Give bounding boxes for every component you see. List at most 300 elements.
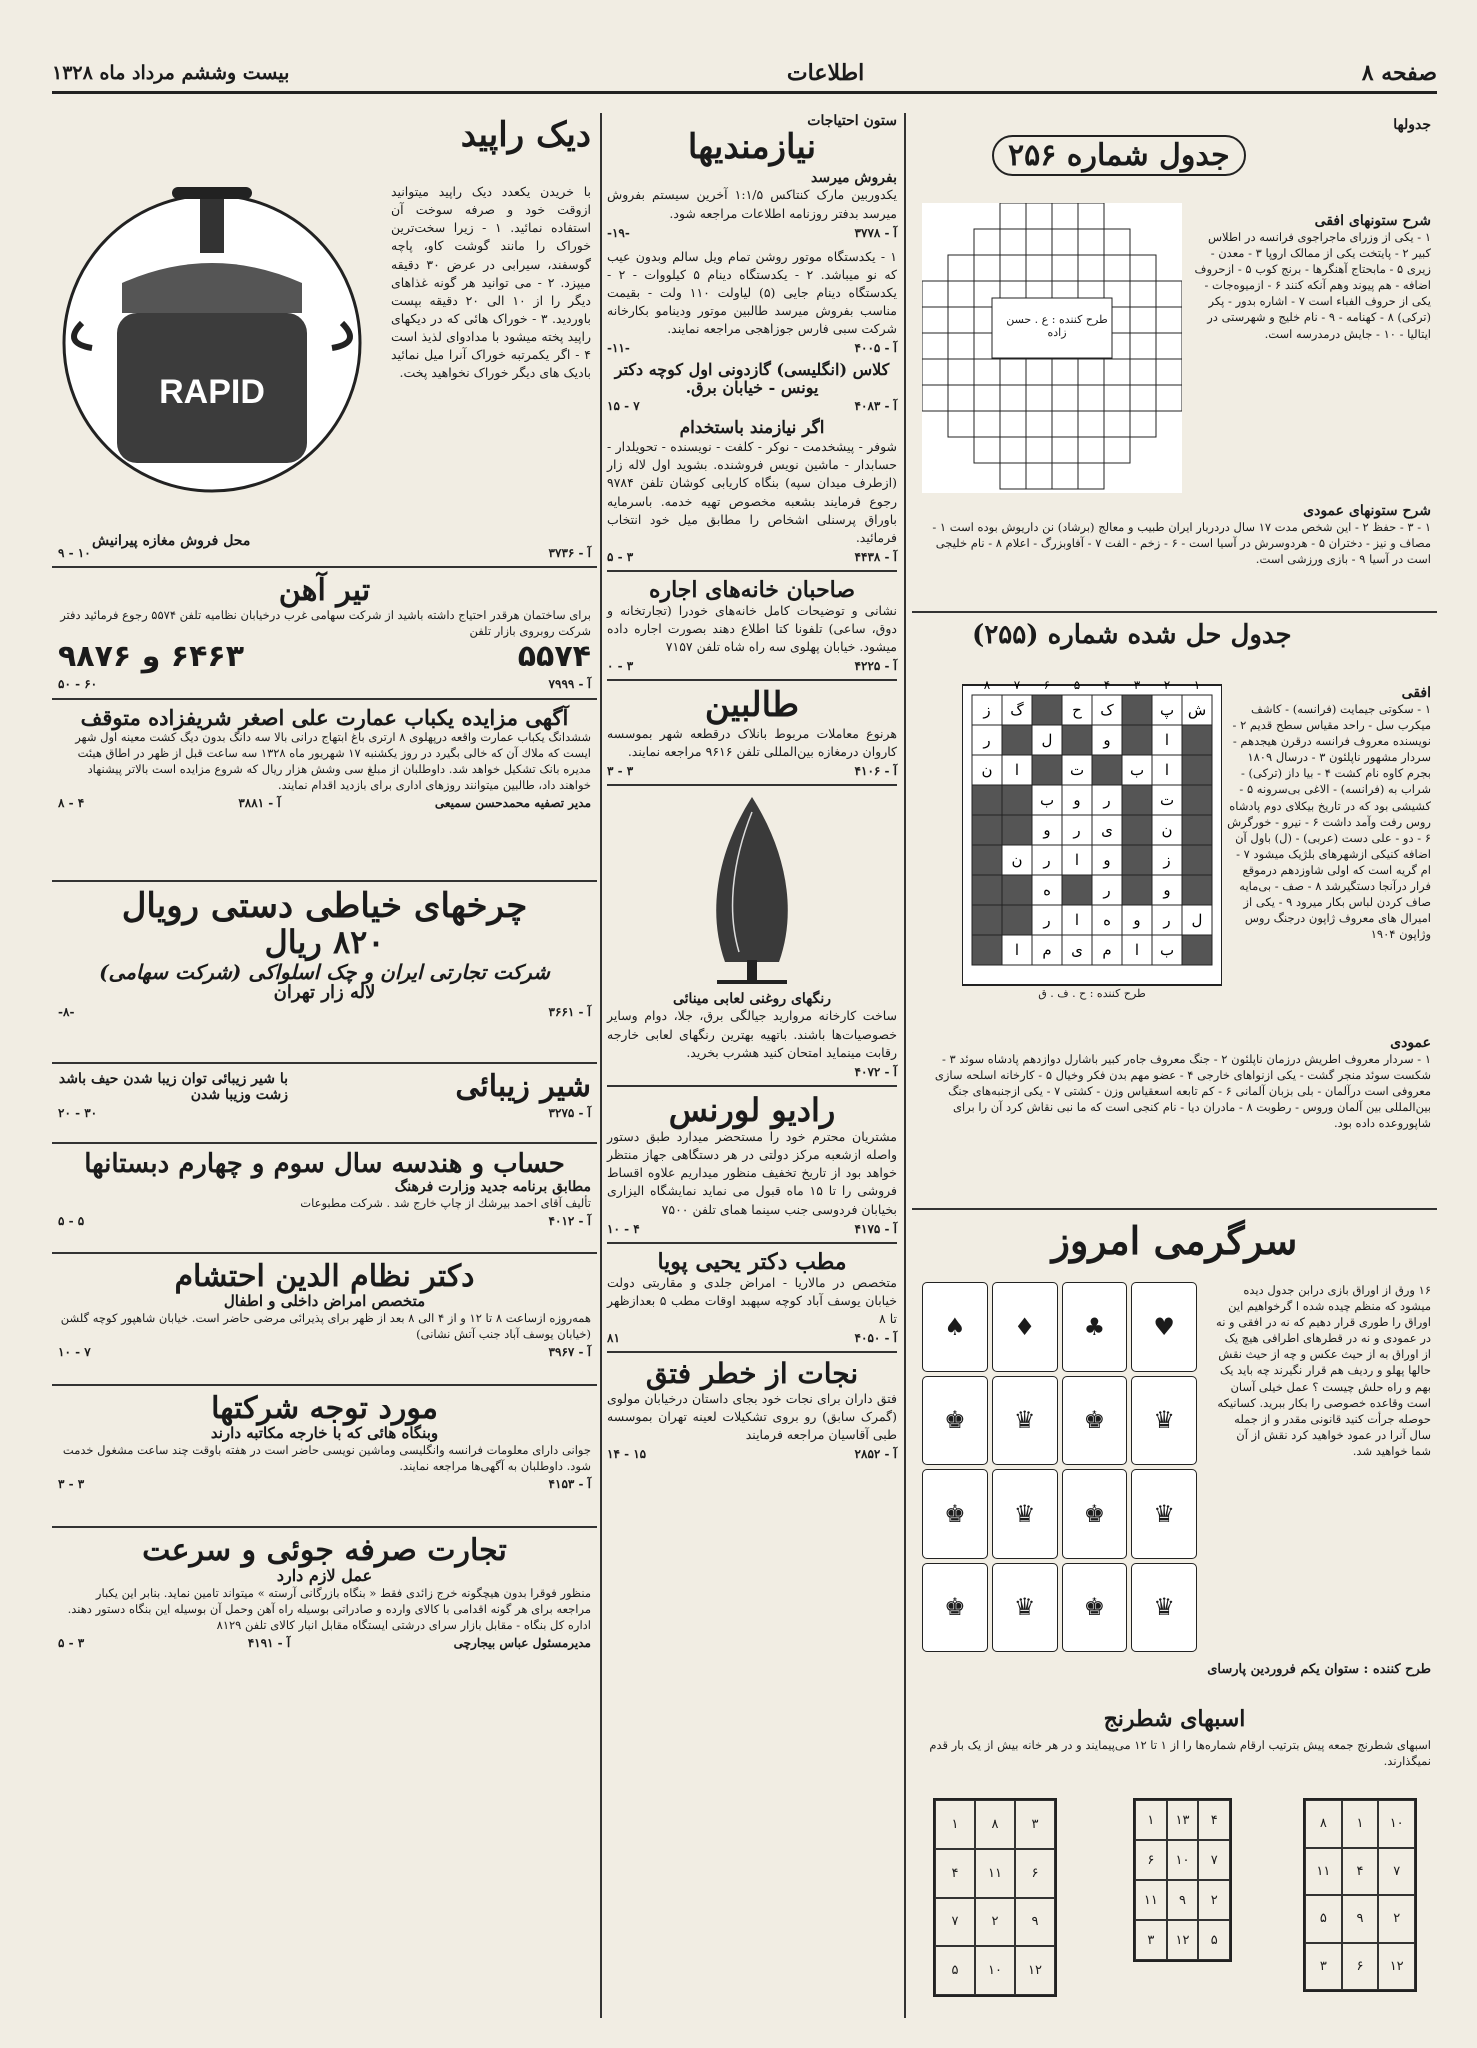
solved-cell — [1182, 815, 1212, 845]
crossword-cell — [1052, 359, 1078, 385]
crossword-cell — [1104, 359, 1130, 385]
vertical-answers: ۱ - سردار معروف اطریش درزمان ناپلئون ۲ - جنگ معروف جاه‌ر کبیر باشارل دوازدهم پادشاه سوئد ۳ - شکست سوئد منجر گشت - یکی ازنواهای خارجی ۴ - عضو مهم بدن فکر وخیال ۵ - کارخانه اسلحه سازی معروفی است درآلمان - بلی بزبان آلمانی ۶ - کم تابعه اسعقیاس وزن - کشتی ۷ - یکی ازجنبه‌های جنگ بین‌المللی بین آلمان وروس - رطوبت ۸ - مادران دیا - نام کنجی است که ما نبی نقاش کرد آن را برای شاپوروعده داده بود. — [934, 1052, 1431, 1131]
knight-grid-cell: ۲ — [975, 1898, 1015, 1947]
crossword-cell — [1000, 229, 1026, 255]
solved-cell — [1122, 815, 1152, 845]
horizontal-head: شرح ستونهای افقی — [1314, 213, 1431, 229]
knight-grid-cell: ۲ — [1378, 1895, 1415, 1943]
beauty-milk-title: شیر زیبائی — [455, 1069, 591, 1104]
playing-card-suit: ♣ — [1062, 1282, 1128, 1372]
crossword-cell — [948, 307, 974, 333]
section-label: ستون احتیاجات — [807, 113, 897, 129]
beauty-milk-row — [58, 1070, 591, 1103]
knight-grid-cell: ۱۰ — [1378, 1800, 1415, 1848]
hernia-title: نجات از خطر فتق — [645, 1357, 859, 1391]
ad-number: ۱۰ - ۹ — [58, 546, 91, 560]
solved-vertical — [926, 1035, 1431, 1131]
solved-letter: م — [1042, 941, 1052, 959]
gold-title: طالبین — [704, 685, 800, 726]
doctor-ehtesham-ad — [52, 1256, 597, 1386]
math-book-ad — [52, 1146, 597, 1254]
crossword-cell — [1026, 203, 1052, 229]
crossword-cell — [1078, 437, 1104, 463]
ad-code: آ - ۴۱۷۵ — [854, 1221, 897, 1236]
beauty-milk-text: با شیر زیبائی توان زیبا شدن حیف باشد زشت وزیبا شدن — [58, 1070, 288, 1103]
crossword-designer: طرح کننده : ع . حسن زاده — [1006, 313, 1108, 339]
solved-cell — [1002, 875, 1032, 905]
crossword-cell — [1078, 255, 1104, 281]
grid-column-number: ۳ — [1133, 678, 1141, 692]
class-title: کلاس (انگلیسی) گازدونی اول کوچه دکتر یونس - خیابان برق. — [614, 360, 890, 397]
vertical-head: شرح ستونهای عمودی — [1303, 503, 1431, 519]
ad-number: ۴ - ۸ — [58, 796, 85, 811]
horizontal-clues: ۱ - یکی از وزرای ماجراجوی فرانسه در اطلاس کبیر ۲ - پایتخت یکی از ممالک اروپا ۳ - معدن - زیری ۵ - مابحتاج آهنگرها - برنج کوب ۵ - ازحروف اضافه - هم پیوند وهم آنکه کنند ۶ - ازمیوه‌جات - یکی از حروف الفباء است ۷ - اشاره بدور - پکر (ترکی) ۸ - کهنامه - ۹ - نام خلیج و شهرستی در ایتالیا - ۱۰ - جایش درمدرسه است. — [1194, 230, 1431, 341]
rent-title: صاحبان خانه‌های اجاره — [648, 576, 856, 603]
solved-letter: ر — [1163, 911, 1171, 929]
crossword-cell — [1104, 229, 1130, 255]
crossword-cell — [1130, 255, 1156, 281]
ad-code: آ - ۴۰۵۰ — [854, 1331, 897, 1346]
solved-letter: و — [1133, 911, 1141, 929]
solved-letter: ه — [1103, 911, 1111, 929]
crossword-cell — [974, 359, 1000, 385]
crossword-cell — [1078, 463, 1104, 489]
solved-cell — [1092, 755, 1122, 785]
newspaper-page — [52, 55, 1437, 2025]
iron-text: برای ساختمان هرقدر احتیاج داشته باشید از شرکت سهامی غرب درخیابان نظامیه تلفن ۵۵۷۴ رجوع فرمائید دفتر شرکت روبروی بازار تلفن — [60, 608, 591, 639]
solved-cell — [972, 815, 1002, 845]
crossword-255 — [912, 615, 1437, 1210]
solved-letter: ا — [1014, 761, 1020, 779]
knight-grid-cell: ۵ — [1305, 1895, 1342, 1943]
ad-code-row — [607, 550, 897, 564]
crossword-cell — [1052, 203, 1078, 229]
auction-text: ششدانگ یکباب عمارت واقعه درپهلوی ۸ ارتری باغ ابتهاج درانی بالا سه دانگ بدون دیگ کشت معینه اول شهر ایست که ملاك آن که خالی بگیرد در روز یکشنبه ۱۷ شهریور ماه ۱۳۲۸ سه ساعت قبل از ظهر در اطاق هیئت مدیره بانک تشکیل خواهد شد. داوطلبان از مبلغ سی وشش هزار ریال که شروع مزایده است بالاتر پیشنهاد خواهند داد، طالبین میتوانند روزهای اداری برای بازدید اقدام نمایند. — [75, 730, 591, 793]
trade-sign: مدیرمسئول عباس بیجارچی — [453, 1635, 591, 1650]
crossword-cell — [922, 333, 948, 359]
crossword-cell — [1000, 255, 1026, 281]
grid-column-number: ۷ — [1013, 678, 1021, 692]
knight-grid-cell: ۹ — [1015, 1898, 1055, 1947]
solved-cell — [1122, 875, 1152, 905]
issue-date: بیست وششم مرداد ماه ۱۳۲۸ — [52, 62, 290, 84]
iron-phone-1: ۵۵۷۴ — [517, 639, 591, 675]
job-title: اگر نیازمند باستخدام — [679, 418, 825, 439]
horizontal-answers: ۱ - سکوتی جیمایت (فرانسه) - کاشف میکرب سل - راحد مقیاس سطح قدیم ۲ - نویسنده معروف فرانسه درقرن هیجدهم - سردار مشهور ناپلئون ۳ - درسال ۱۸۰۹ بجرم کاوه نام کشت ۴ - بیا داز (ترکی) - شراب به (فرانسه) - الاغی بی‌سرونه ۵ - کشیشی بود که در تاریخ بیکلای دوم پادشاه روس رفت وآمد داشت ۶ - نیرو - خورگرش ۶ - دو - علی دست (عربی) - (ل) باول آن اضافه کنیکی ازشهرهای بلژیک میشود ۷ - ام گریه است که اولی شاوزدهم درموقع فرار درآنجا دستگیرشد ۸ - صف - بی‌مایه صاف کردن لباس بکار میرود ۹ - یکی از امیرال های معروف ژاپون درجنگ روس وژاپون ۱۹۰۴ — [1227, 702, 1431, 942]
crossword-cell — [1156, 359, 1182, 385]
trade-ad — [52, 1530, 597, 2018]
solved-cell — [1062, 725, 1092, 755]
rapid-text: با خریدن یکعدد دیک راپید میتوانید ازوقت خود و صرفه سوخت آن استفاده نمائید. ۱ - زیرا سخت‌ترین خوراک را مانند گوشت کاو، پاچه گوسفند، سیرابی در عرض ۳۰ دقیقه میپزد. ۲ - می توانید هر گونه غذاهای دیگر را از ۱۰ الی ۲۰ دقیقه بپست باوردید. ۳ - خوراک هائی که در دیکهای راپید پخته میشود با مدادوای لذیذ است ۴ - اگر یکمرتبه خوراک آنرا میل نمائید بادیک های دیگر خوراک نخواهید پخت. — [391, 184, 592, 381]
sewing-company: شرکت تجارتی ایران و چک اسلواکی (شرکت سهامی) — [99, 959, 550, 984]
puzzle-section — [912, 1212, 1437, 1702]
sale-head: بفروش میرسد — [811, 170, 897, 187]
math-sub: مطابق برنامه جدید وزارت فرهنگ — [394, 1178, 591, 1195]
playing-card-face: ♛ — [1131, 1376, 1197, 1466]
crossword-cell — [1026, 385, 1052, 411]
ad-code: آ - ۴۰۱۲ — [548, 1213, 591, 1228]
rent-text: نشانی و توضیحات کامل خانه‌های خودرا (تجارتخانه و دوق، ساعی) تلفونا کتا اطلاع دهند بصورت اجاره داده میشود. خیابان پهلوی سه راه شاه تلفن ۷۱۵۷ — [607, 603, 897, 655]
crossword-cell — [1130, 307, 1156, 333]
ad-number: ۵ - ۵ — [58, 1213, 85, 1228]
crossword-grid — [922, 203, 1182, 493]
solved-cell — [1002, 725, 1032, 755]
knight-grid-cell: ۴ — [935, 1849, 975, 1898]
ad-number: ۳ - ۰ — [607, 659, 634, 674]
playing-card-face: ♚ — [922, 1563, 988, 1653]
sewing-price: ۸۲۰ ریال — [264, 923, 385, 962]
crossword-256 — [912, 113, 1437, 613]
auction-title: آگهی مزایده یکباب عمارت علی اصغر شریفزاده متوقف — [80, 705, 569, 730]
solved-cell — [972, 935, 1002, 965]
cypress-tree-image — [607, 792, 897, 992]
solved-cell — [1062, 875, 1092, 905]
solved-cell — [1122, 785, 1152, 815]
ad-code-row — [607, 226, 897, 240]
crossword-cell — [922, 385, 948, 411]
ad-number: ۸۱ — [607, 1331, 620, 1346]
grid-column-number: ۴ — [1103, 678, 1111, 692]
ad-code-row — [58, 1477, 591, 1491]
right-column — [912, 113, 1437, 2018]
crossword-cell — [1130, 359, 1156, 385]
ad-number: ۷ - ۱۵ — [607, 399, 640, 414]
knight-grid-cell: ۱۱ — [1305, 1848, 1342, 1896]
knight-grid-a — [1303, 1798, 1417, 1992]
puzzle-designer: طرح کننده : ستوان یکم فروردین پارسای — [1207, 1662, 1431, 1677]
playing-card-suit: ♥ — [1131, 1282, 1197, 1372]
solved-cell — [1182, 725, 1212, 755]
ad-code: آ - ۴۰۸۳ — [854, 399, 897, 414]
crossword-title: جدول شماره ۲۵۶ — [992, 135, 1246, 176]
knight-grid-cell: ۷ — [935, 1898, 975, 1947]
solved-cell — [1182, 785, 1212, 815]
knight-grid-cell: ۳ — [1305, 1943, 1342, 1991]
knight-grid-cell: ۷ — [1378, 1848, 1415, 1896]
crossword-cell — [1156, 333, 1182, 359]
knight-grid-b — [1133, 1798, 1232, 1962]
solved-letter: ا — [1164, 731, 1170, 749]
crossword-cell — [948, 359, 974, 385]
solved-letter: ز — [983, 701, 991, 719]
playing-card-face: ♚ — [1062, 1469, 1128, 1559]
knight-grid-cell: ۶ — [1342, 1943, 1379, 1991]
ad-code: آ - ۳۲۷۵ — [548, 1106, 591, 1120]
puzzle-text: ۱۶ ورق از اوراق بازی درابن جدول دیده میشود که منظم چیده شده ا گرخواهیم این اوراق را طوری قرار دهیم که نه در افقی و نه در عمودی و نه در قطرهای اطرافی هیچ یک از اوراق به از حیث عکس و چه از حیث نقش حالها پهلو و ردیف هم قرار نگیرند چه باید یک بهم و راه حلش چیست ؟ عمل خیلی آسان است وقاعده خصوصی را بکار ببرید. کسانیکه حوصله جرأت کنید قانونی مقدر و از جمله سال آنرا در عمود خواهید کرد نقش از آن شما خواهید شد. — [1216, 1283, 1431, 1458]
ad-code: آ - ۳۹۶۷ — [548, 1344, 591, 1359]
solved-letter: و — [1103, 731, 1111, 749]
knight-grid-cell: ۹ — [1342, 1895, 1379, 1943]
playing-card-face: ♛ — [1131, 1563, 1197, 1653]
trade-sub: عمل لازم دارد — [276, 1566, 373, 1585]
solved-letter: ن — [1161, 821, 1173, 839]
ad-code-row — [607, 1065, 897, 1079]
crossword-clues — [1186, 213, 1431, 342]
crossword-cell — [974, 411, 1000, 437]
knight-grid-cell: ۶ — [1135, 1840, 1167, 1880]
needs-title: نیازمندیها — [687, 127, 817, 167]
crossword-cell — [1052, 437, 1078, 463]
crossword-cell — [1130, 281, 1156, 307]
chess-title: اسبهای شطرنج — [1103, 1706, 1246, 1732]
radio-title: رادیو لورنس — [668, 1090, 836, 1129]
knight-grid-cell: ۱ — [935, 1800, 975, 1849]
iron-phone-2: ۶۴۶۳ و ۹۸۷۶ — [58, 639, 245, 675]
crossword-cell — [1078, 385, 1104, 411]
playing-card-face: ♚ — [1062, 1563, 1128, 1653]
playing-card-face: ♛ — [1131, 1469, 1197, 1559]
solved-letter: ب — [1129, 761, 1145, 779]
knight-grid-cell: ۱۰ — [1167, 1840, 1199, 1880]
solved-cell — [1122, 725, 1152, 755]
firms-ad — [52, 1388, 597, 1528]
rapid-title: دیک راپید — [460, 115, 591, 155]
solved-letter: ز — [1163, 851, 1171, 869]
crossword-cell — [1026, 229, 1052, 255]
pressure-cooker-image — [62, 173, 362, 513]
crossword-cell — [1156, 307, 1182, 333]
ad-code: آ - ۳۶۶۱ — [548, 1005, 591, 1020]
ad-code: آ - ۴۱۵۳ — [548, 1476, 591, 1491]
crossword-cell — [1078, 229, 1104, 255]
solved-letter: ر — [983, 731, 991, 749]
crossword-cell — [948, 411, 974, 437]
ad-number: ۴ - ۱۰ — [607, 1221, 640, 1236]
ad-code: آ - ۷۹۹۹ — [548, 677, 591, 692]
playing-card-face: ♛ — [992, 1563, 1058, 1653]
crossword-cell — [922, 359, 948, 385]
ad-code-row — [607, 399, 897, 413]
crossword-cell — [1026, 463, 1052, 489]
solved-letter: گ — [1010, 701, 1024, 719]
crossword-cell — [1078, 411, 1104, 437]
ad-number: ۷ - ۱۰ — [58, 1344, 91, 1359]
page-number: صفحه ۸ — [1361, 60, 1437, 86]
hernia-text: فتق داران برای نجات خود بجای داستان درخیابان مولوی (گمرک سابق) رو بروی تشکیلات لعینه تهران بموسسه طبی آقاسیان مراجعه فرمایند — [607, 1391, 897, 1443]
sewing-address: لاله زار تهران — [273, 981, 376, 1003]
auction-sign: مدیر تصفیه محمدحسن سمیعی — [434, 796, 591, 811]
puzzle-title: سرگرمی امروز — [1051, 1218, 1298, 1263]
crossword-cell — [1130, 333, 1156, 359]
crossword-cell — [1104, 385, 1130, 411]
ad-code-row — [607, 659, 897, 673]
ad-code: آ - ۴۲۲۵ — [854, 659, 897, 674]
solved-letter: ح — [1072, 701, 1082, 719]
sewing-title: چرخهای خیاطی دستی رویال — [121, 886, 528, 926]
solved-designer: طرح کننده : ح . ف . ق — [1038, 987, 1146, 1000]
math-text: تألیف آقای احمد بیرشك از چاپ خارج شد . شرکت مطبوعات — [300, 1195, 591, 1210]
middle-column — [607, 113, 897, 2018]
knight-grid-cell: ۲ — [1198, 1880, 1230, 1920]
ad-number: ۳ - ۵ — [58, 1635, 85, 1650]
newspaper-title: اطلاعات — [786, 60, 865, 86]
ad-code-row — [58, 1345, 591, 1359]
crossword-cell — [1000, 437, 1026, 463]
solved-letter: و — [1103, 851, 1111, 869]
playing-card-face: ♛ — [992, 1469, 1058, 1559]
ad-code-row — [58, 1214, 591, 1228]
trade-text: منظور فوقرا بدون هیچگونه خرج زائدی فقط « بنگاه بازرگانی آرسته » میتواند تامین نماید. بنابر این یکبار مراجعه برای هر گونه اقدامی با کالای وارده و صادراتی بوسیله راه آهن وحمل آن بوسیله این بنگاه دستور دهند. اداره کل بنگاه - مقابل بازار سرای درشتی ایستگاه مقابل انبار کالای تلفن ۸۱۲۹ — [67, 1585, 591, 1632]
left-column — [52, 113, 597, 2018]
grid-column-number: ۵ — [1073, 678, 1081, 692]
crossword-cell — [1000, 385, 1026, 411]
rapid-pot-ad — [52, 113, 597, 568]
ad-code-row — [607, 341, 897, 355]
ad-code-row — [58, 1636, 591, 1650]
playing-card-face: ♚ — [922, 1376, 988, 1466]
crossword-cell — [1026, 359, 1052, 385]
ad-code-row — [607, 1222, 897, 1236]
solved-cell — [972, 875, 1002, 905]
paint-title: رنگهای روغنی لعابی مینائی — [672, 991, 832, 1008]
crossword-cell — [1052, 411, 1078, 437]
ad-code-row — [58, 546, 591, 560]
crossword-cell — [1104, 255, 1130, 281]
playing-card-suit: ♠ — [922, 1282, 988, 1372]
doctor-pouya-text: متخصص در مالاریا - امراض جلدی و مقاربتی دولت خیابان یوسف آباد کوچه سپهبد اوقات مطب ۵ بعدازظهر تا ۸ — [607, 1274, 897, 1327]
solved-cell — [1002, 905, 1032, 935]
solved-letter: و — [1073, 791, 1081, 809]
knight-grid-c — [933, 1798, 1057, 1997]
iron-beam-ad — [52, 570, 597, 700]
iron-phones — [58, 639, 591, 674]
knight-grid-cell: ۱۲ — [1015, 1946, 1055, 1995]
chess-text: اسبهای شطرنج جمعه پیش بترتیب ارقام شماره‌ها را از ۱ تا ۱۲ می‌پیمایند و در هر خانه بیش از یک بار قدم نمیگذارند. — [929, 1738, 1431, 1769]
crossword-cell — [1000, 359, 1026, 385]
crossword-cell — [1026, 411, 1052, 437]
solved-letter: ر — [1043, 911, 1051, 929]
knight-grid-cell: ۱۲ — [1378, 1943, 1415, 1991]
knight-grid-cell: ۱۲ — [1167, 1920, 1199, 1960]
grid-column-number: ۸ — [983, 678, 991, 692]
knight-grid-cell: ۴ — [1342, 1848, 1379, 1896]
solved-cell — [1122, 845, 1152, 875]
solved-letter: ب — [1039, 791, 1055, 809]
auction-ad — [52, 702, 597, 882]
solved-cell — [1182, 875, 1212, 905]
sale-ad-2: ۱ - یکدستگاه موتور روشن تمام ویل سالم وبدون عیب که نو میباشد. ۲ - یکدستگاه دینام ۵ کیلووات - ۲ - یکدستگاه دینام جایی (۵) لیاولت ۱۱۰ ولت - بقیمت مناسب بفروش میرسد طالبین موتور ودینامو بکارخانه شرکت سبی فارس جوزاهجی مراجعه نمایند. — [607, 248, 897, 337]
ad-code: آ - ۴۰۰۵ — [854, 341, 897, 356]
crossword-clues-vertical — [926, 503, 1431, 567]
solved-letter: ر — [1103, 791, 1111, 809]
solved-horizontal — [1226, 685, 1431, 942]
crossword-cell — [948, 385, 974, 411]
grid-column-number: ۶ — [1043, 678, 1051, 692]
solved-letter: ن — [981, 761, 993, 779]
solved-letter: ش — [1187, 701, 1207, 719]
crossword-cell — [1130, 411, 1156, 437]
crossword-cell — [1052, 463, 1078, 489]
solved-letter: ه — [1043, 881, 1051, 899]
solved-letter: پ — [1159, 701, 1175, 719]
solved-letter: ر — [1073, 821, 1081, 839]
crossword-cell — [1000, 463, 1026, 489]
ad-code-row — [607, 764, 897, 778]
ad-code: آ - ۴۱۰۶ — [854, 764, 897, 779]
ad-code: آ - ۴۱۹۱ — [247, 1635, 291, 1650]
ad-number: -۱۱- — [607, 341, 630, 356]
trade-title: تجارت صرفه جوئی و سرعت — [142, 1533, 507, 1568]
crossword-cell — [1156, 281, 1182, 307]
crossword-cell — [1104, 437, 1130, 463]
crossword-cell — [1104, 411, 1130, 437]
doctor-sub: متخصص امراض داخلی و اطفال — [223, 1292, 426, 1310]
solved-letter: ا — [1074, 911, 1080, 929]
solved-letter: ا — [1164, 761, 1170, 779]
page-header — [52, 55, 1437, 94]
playing-card-suit: ♦ — [992, 1282, 1058, 1372]
solved-letter: و — [1043, 821, 1051, 839]
ad-code: آ - ۴۰۷۲ — [854, 1064, 897, 1079]
solved-letter: ر — [1103, 881, 1111, 899]
playing-card-face: ♚ — [1062, 1376, 1128, 1466]
solved-cell — [972, 845, 1002, 875]
solved-letter: ی — [1101, 821, 1113, 839]
ad-code: آ - ۳۸۸۱ — [238, 796, 281, 811]
iron-title: تیر آهن — [278, 573, 371, 608]
knight-grid-cell: ۴ — [1198, 1800, 1230, 1840]
playing-card-face: ♚ — [922, 1469, 988, 1559]
crossword-cell — [1052, 385, 1078, 411]
solved-letter: م — [1102, 941, 1112, 959]
knight-grid-cell: ۶ — [1015, 1849, 1055, 1898]
solved-letter: ت — [1159, 791, 1175, 809]
ad-number: ۳ - ۵ — [607, 549, 634, 564]
sewing-machine-ad — [52, 884, 597, 1064]
knight-grid-cell: ۳ — [1135, 1920, 1167, 1960]
rapid-brand: RAPID — [159, 373, 265, 411]
solved-letter: ا — [1014, 941, 1020, 959]
ad-number: ۶۰ - ۵۰ — [58, 677, 98, 692]
knight-grid-cell: ۷ — [1198, 1840, 1230, 1880]
ad-number: ۱۵ - ۱۴ — [607, 1447, 647, 1462]
rapid-shop: محل فروش مغازه پیرانیش — [92, 533, 251, 549]
solved-letter: ی — [1071, 941, 1083, 959]
crossword-cell — [948, 333, 974, 359]
knight-grid-cell: ۵ — [935, 1946, 975, 1995]
solved-cell — [1182, 755, 1212, 785]
vertical-clues: ۱ - ۳ - حفظ ۲ - این شخص مدت ۱۷ سال دردربار ایران طبیب و معالج (برشاد) نن داریوش بوده است ۱ - مصاف و نیز - دختران ۵ - هردوسرش در آسیا است - ۶ - زخم - الفت ۷ - آفاوبزرگ - اعلام ۸ - نام خلیجی است در آسیا ۹ - بازی ورزشی است. — [932, 520, 1431, 567]
ad-code: آ - ۳۷۷۸ — [854, 225, 897, 240]
ad-number: -۱۹- — [607, 225, 630, 240]
firms-text: جوانی دارای معلومات فرانسه وانگلیسی وماشین نویسی حاضر است در هفته باوقت چند ساعت مشغول خدمت شود. داوطلبان به آگهی‌ها مراجعه نمایند. — [62, 1442, 591, 1473]
radio-text: مشتریان محترم خود را مستحضر میدارد طبق دستور واصله ازشعبه مرکز دولتی در هر دستگاهی جهاز منتظر خواهد بود از تاریخ تخفیف منظور میداریم علاوه اقساط فروشی را تا ۱۵ ماه قبول می نماید نمایشگاه الیزاری بخیابان فردوسی جنب سینما همای تلفن ۷۵۰۰ — [607, 1129, 897, 1217]
doctor-title: دکتر نظام الدین احتشام — [174, 1259, 475, 1294]
ad-number: ۳۰ - ۲۰ — [58, 1106, 98, 1120]
solved-letter: ا — [1134, 941, 1140, 959]
solved-cell — [1002, 815, 1032, 845]
sale-ad-1: یکدوربین مارک کنتاکس ۱:۱/۵ آخرین سیستم بفروش میرسد بدفتر روزنامه اطلاعات مراجعه شود. — [607, 187, 898, 221]
chess-section — [912, 1703, 1437, 2018]
solved-cell — [1122, 695, 1152, 725]
solved-letter: و — [1163, 881, 1171, 899]
doctor-pouya-title: مطب دکتر یحیی پویا — [657, 1248, 847, 1275]
ad-code: آ - ۲۸۵۲ — [854, 1447, 897, 1462]
column-rule — [904, 113, 906, 2018]
solved-cell — [1032, 695, 1062, 725]
knight-grid-cell: ۱۰ — [975, 1946, 1015, 1995]
ad-number: -۸- — [58, 1005, 75, 1020]
ad-code: آ - ۳۷۳۶ — [548, 546, 591, 560]
solved-cell — [972, 905, 1002, 935]
firms-title: مورد توجه شرکتها — [211, 1391, 438, 1426]
solved-cell — [1182, 845, 1212, 875]
knight-grid-cell: ۸ — [1305, 1800, 1342, 1848]
solved-cell — [1002, 785, 1032, 815]
crossword-cell — [974, 437, 1000, 463]
crossword-cell — [974, 229, 1000, 255]
ad-code-row — [607, 1447, 897, 1461]
